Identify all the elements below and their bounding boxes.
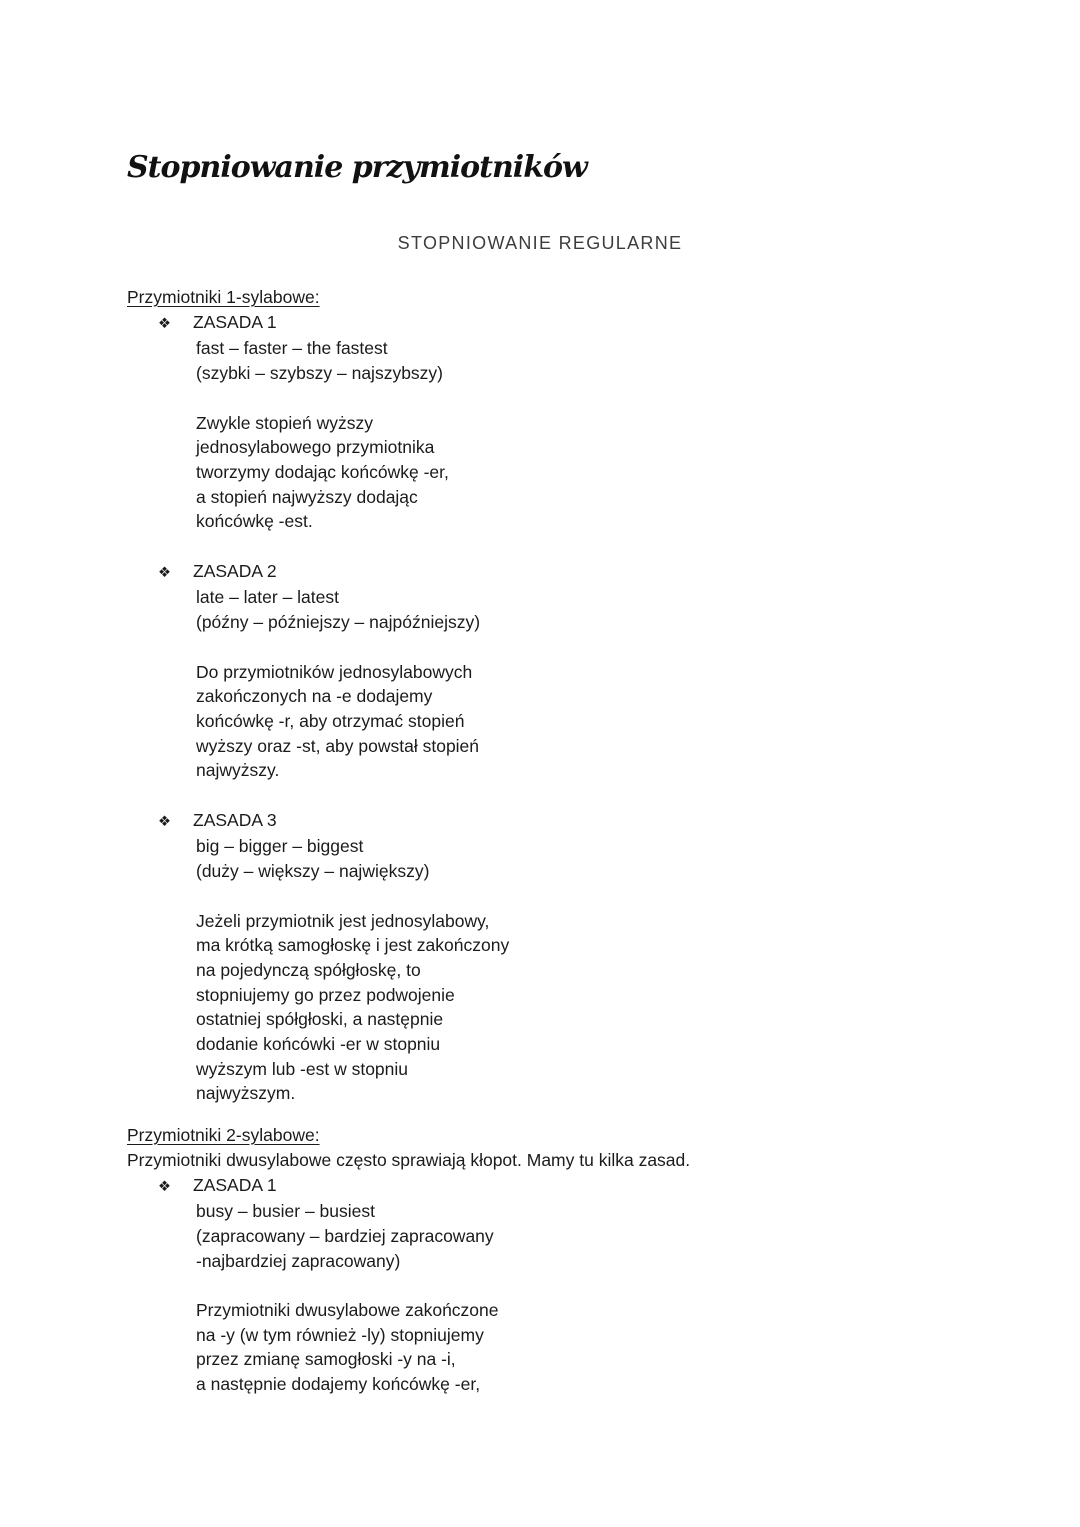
text-line: końcówkę -est. — [196, 511, 313, 532]
rule-zasada-2 — [127, 559, 953, 783]
diamond-bullet-icon: ❖ — [158, 1178, 171, 1195]
rule-explanation — [127, 411, 953, 535]
example-line: (duży – większy – największy) — [196, 861, 430, 882]
example-line: -najbardziej zapracowany) — [196, 1250, 401, 1271]
text-line: najwyższym. — [196, 1083, 296, 1104]
example-line: (zapracowany – bardziej zapracowany — [196, 1225, 494, 1246]
text-line: na -y (w tym również -ly) stopniujemy — [196, 1324, 484, 1345]
rule-zasada-1 — [127, 310, 953, 534]
text-line: ostatniej spółgłoski, a następnie — [196, 1009, 444, 1030]
rule-header — [158, 1173, 953, 1200]
rule-label: ZASADA 2 — [193, 560, 277, 581]
diamond-bullet-icon: ❖ — [158, 315, 171, 332]
text-line: przez zmianę samogłoski -y na -i, — [196, 1349, 456, 1370]
text-line: wyższym lub -est w stopniu — [196, 1058, 409, 1079]
text-line: Jeżeli przymiotnik jest jednosylabowy, — [196, 910, 490, 931]
text-line: wyższy oraz -st, aby powstał stopień — [196, 735, 480, 756]
text-line: Zwykle stopień wyższy — [196, 412, 373, 433]
diamond-bullet-icon: ❖ — [158, 813, 171, 830]
text-line: dodanie końcówki -er w stopniu — [196, 1034, 441, 1055]
text-line: Przymiotniki dwusylabowe zakończone — [196, 1300, 499, 1321]
rule-header — [158, 808, 953, 835]
example-line: fast – faster – the fastest — [196, 338, 388, 359]
text-line: ma krótką samogłoskę i jest zakończony — [196, 935, 510, 956]
rule-explanation — [127, 1298, 953, 1397]
rule-explanation — [127, 909, 953, 1107]
text-line: tworzymy dodając końcówkę -er, — [196, 461, 449, 482]
section-2-syllable — [127, 1123, 953, 1397]
section-heading: Przymiotniki 2-sylabowe: — [127, 1125, 320, 1146]
text-line: Do przymiotników jednosylabowych — [196, 661, 473, 682]
rule-label: ZASADA 3 — [193, 809, 277, 830]
text-line: na pojedynczą spółgłoskę, to — [196, 959, 421, 980]
example-line: late – later – latest — [196, 587, 339, 608]
rule-label: ZASADA 1 — [193, 311, 277, 332]
section-intro: Przymiotniki dwusylabowe często sprawiają kłopot. Mamy tu kilka zasad. — [127, 1149, 691, 1170]
text-line: a stopień najwyższy dodając — [196, 486, 418, 507]
section-1-syllable — [127, 285, 953, 1106]
section-heading: Przymiotniki 1-sylabowe: — [127, 287, 320, 307]
diamond-bullet-icon: ❖ — [158, 564, 171, 581]
text-line: najwyższy. — [196, 760, 280, 781]
text-line: stopniujemy go przez podwojenie — [196, 984, 455, 1005]
rule-header — [158, 310, 953, 337]
text-line: końcówkę -r, aby otrzymać stopień — [196, 710, 465, 731]
text-line: a następnie dodajemy końcówkę -er, — [196, 1374, 481, 1395]
document-title: Stopniowanie przymiotników — [127, 150, 587, 185]
rule-zasada-1-2syl — [127, 1173, 953, 1397]
example-line: (szybki – szybszy – najszybszy) — [196, 363, 444, 384]
example-line: busy – busier – busiest — [196, 1201, 375, 1222]
example-line: (późny – późniejszy – najpóźniejszy) — [196, 612, 481, 633]
example-line: big – bigger – biggest — [196, 836, 364, 857]
text-line: zakończonych na -e dodajemy — [196, 686, 433, 707]
rule-explanation — [127, 660, 953, 784]
main-heading: STOPNIOWANIE REGULARNE — [397, 233, 683, 253]
rule-label: ZASADA 1 — [193, 1174, 277, 1195]
text-line: jednosylabowego przymiotnika — [196, 437, 435, 458]
rule-zasada-3 — [127, 808, 953, 1106]
rule-header — [158, 559, 953, 586]
